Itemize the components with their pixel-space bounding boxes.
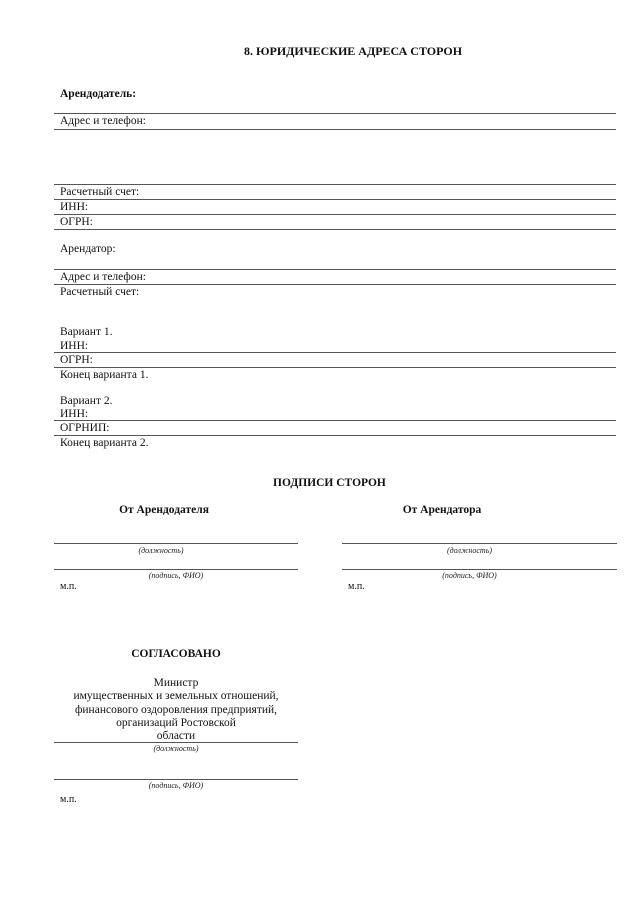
landlord-inn-label: ИНН: (60, 201, 89, 213)
approval-title: СОГЛАСОВАНО (131, 648, 221, 660)
tenant-position-caption: (должность) (446, 546, 493, 555)
approval-org-line: области (156, 730, 196, 742)
variant1-start: Вариант 1. (60, 326, 113, 338)
approval-sign-caption: (подпись, ФИО) (148, 781, 204, 790)
signature-line (54, 779, 298, 780)
variant2-start: Вариант 2. (60, 395, 113, 407)
approval-stamp: м.п. (60, 794, 77, 805)
approval-org-line: организаций Ростовской (116, 717, 236, 729)
approval-position-caption: (должность) (153, 744, 199, 753)
landlord-sign-caption: (подпись, ФИО) (148, 571, 204, 580)
divider (54, 229, 616, 230)
tenant-account-label: Расчетный счет: (60, 286, 140, 298)
divider (54, 129, 616, 130)
variant2-end: Конец варианта 2. (60, 437, 149, 449)
position-line (54, 543, 298, 544)
tenant-address-label: Адрес и телефон: (60, 271, 146, 283)
position-line (54, 742, 298, 743)
tenant-stamp: м.п. (348, 581, 365, 592)
divider (54, 199, 616, 200)
section-title: 8. ЮРИДИЧЕСКИЕ АДРЕСА СТОРОН (244, 44, 463, 58)
approval-org-line: финансового оздоровления предприятий, (74, 704, 278, 716)
tenant-sign-caption: (подпись, ФИО) (442, 571, 497, 580)
tenant-heading: Арендатор: (60, 243, 116, 255)
divider (54, 352, 616, 353)
position-line (342, 543, 617, 544)
approval-org-line: имущественных и земельных отношений, (73, 690, 279, 702)
variant1-inn-label: ИНН: (60, 340, 89, 352)
landlord-address-label: Адрес и телефон: (60, 115, 146, 127)
variant2-inn-label: ИНН: (60, 408, 89, 420)
landlord-stamp: м.п. (60, 581, 77, 592)
landlord-account-label: Расчетный счет: (60, 186, 140, 198)
landlord-position-caption: (должность) (138, 546, 184, 555)
landlord-heading: Арендодатель: (60, 88, 137, 100)
variant1-end: Конец варианта 1. (60, 369, 149, 381)
signature-line (54, 569, 298, 570)
tenant-sign-heading: От Арендатора (402, 504, 482, 516)
variant2-ogrnip-label: ОГРНИП: (60, 422, 110, 434)
signature-line (342, 569, 617, 570)
divider (54, 420, 616, 421)
divider (54, 214, 616, 215)
landlord-ogrn-label: ОГРН: (60, 216, 93, 228)
signatures-title: ПОДПИСИ СТОРОН (273, 477, 386, 489)
variant1-ogrn-label: ОГРН: (60, 354, 93, 366)
approval-org-line: Министр (153, 677, 199, 689)
landlord-sign-heading: От Арендодателя (119, 504, 209, 516)
